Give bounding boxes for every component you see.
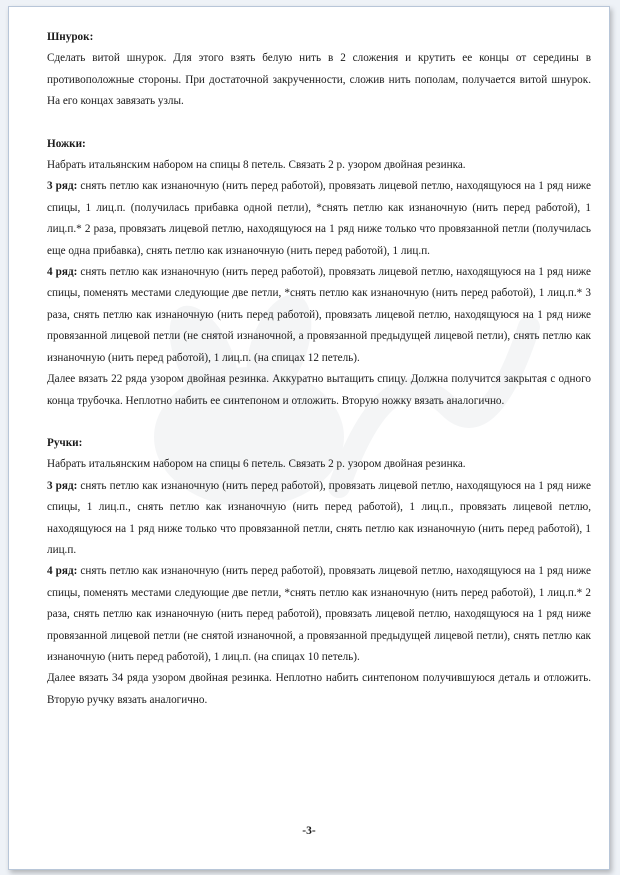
section-heading: Ножки: — [47, 137, 86, 150]
row-text: снять петлю как изнаночную (нить перед работой), провязать лицевой петлю, находящуюся на 1 ряд ниже спицы, 1 лиц.п. (получилась прибавка одной петли), *снять петлю как изнаночную (нить перед работой), 1 лиц.п.* 2 раза, провязать лицевой петлю, находящуюся на 1 ряд ниже только что провязанной петли (получилась еще одна прибавка), снять петлю как изнаночную (нить перед работой), 1 лиц.п. — [47, 180, 591, 257]
row-instruction — [47, 176, 591, 262]
section-nozhki — [47, 134, 591, 412]
section-heading: Ручки: — [47, 436, 83, 449]
row-instruction — [47, 262, 591, 369]
paragraph: Набрать итальянским набором на спицы 6 петель. Связать 2 р. узором двойная резинка. — [47, 458, 466, 471]
row-label: 3 ряд: — [47, 180, 78, 193]
row-instruction — [47, 476, 591, 562]
spacer — [47, 113, 591, 134]
row-label: 4 ряд: — [47, 565, 78, 578]
row-text: снять петлю как изнаночную (нить перед работой), провязать лицевой петлю, находящуюся на 1 ряд ниже спицы, 1 лиц.п., снять петлю как изнаночную (нить перед работой), 1 лиц.п., провязать лицевой петлю, находящуюся на 1 ряд ниже только что провязанной петли, снять петлю как изнаночную (нить перед работой), 1 лиц.п. — [47, 479, 591, 556]
paragraph: Набрать итальянским набором на спицы 8 петель. Связать 2 р. узором двойная резинка. — [47, 159, 466, 172]
section-shnurok — [47, 27, 591, 113]
row-text: снять петлю как изнаночную (нить перед работой), провязать лицевой петлю, находящуюся на 1 ряд ниже спицы, поменять местами следующие две петли, *снять петлю как изнаночную (нить перед работой), 1 лиц.п.* 3 раза, снять петлю как изнаночную (нить перед работой), провязать лицевой петлю, находящуюся на 1 ряд ниже провязанной лицевой петли (не снятой изнаночной, а провязанной предыдущей лицевой петли), снять петлю как изнаночную (нить перед работой), 1 лиц.п. (на спицах 12 петель). — [47, 266, 591, 364]
spacer — [47, 412, 591, 433]
row-instruction — [47, 561, 591, 668]
section-heading: Шнурок: — [47, 31, 94, 43]
document-body — [47, 27, 591, 711]
row-label: 4 ряд: — [47, 266, 78, 279]
page-number: -3- — [302, 825, 316, 837]
row-text: снять петлю как изнаночную (нить перед работой), провязать лицевой петлю, находящуюся на 1 ряд ниже спицы, поменять местами следующие две петли, *снять петлю как изнаночную (нить перед работой), 1 лиц.п.* 2 раза, снять петлю как изнаночную (нить перед работой), провязать лицевой петлю, находящуюся на 1 ряд ниже провязанной лицевой петли (не снятой изнаночной, а провязанной предыдущей лицевой петли), снять петлю как изнаночную (нить перед работой), 1 лиц.п. (на спицах 10 петель). — [47, 565, 591, 663]
document-page — [8, 6, 610, 870]
paragraph: Далее вязать 34 ряда узором двойная резинка. Неплотно набить синтепоном получившуюся деталь и отложить. Вторую ручку вязать аналогично. — [47, 672, 591, 706]
paragraph: Далее вязать 22 ряда узором двойная резинка. Аккуратно вытащить спицу. Должна получится закрытая с одного конца трубочка. Неплотно набить ее синтепоном и отложить. Вторую ножку вязать аналогично. — [47, 373, 591, 407]
paragraph: Сделать витой шнурок. Для этого взять белую нить в 2 сложения и крутить ее концы от середины в противоположные стороны. При достаточной закрученности, сложив нить пополам, получается витой шнурок. На его концах завязать узлы. — [47, 52, 591, 108]
row-label: 3 ряд: — [47, 479, 78, 492]
section-ruchki — [47, 433, 591, 711]
